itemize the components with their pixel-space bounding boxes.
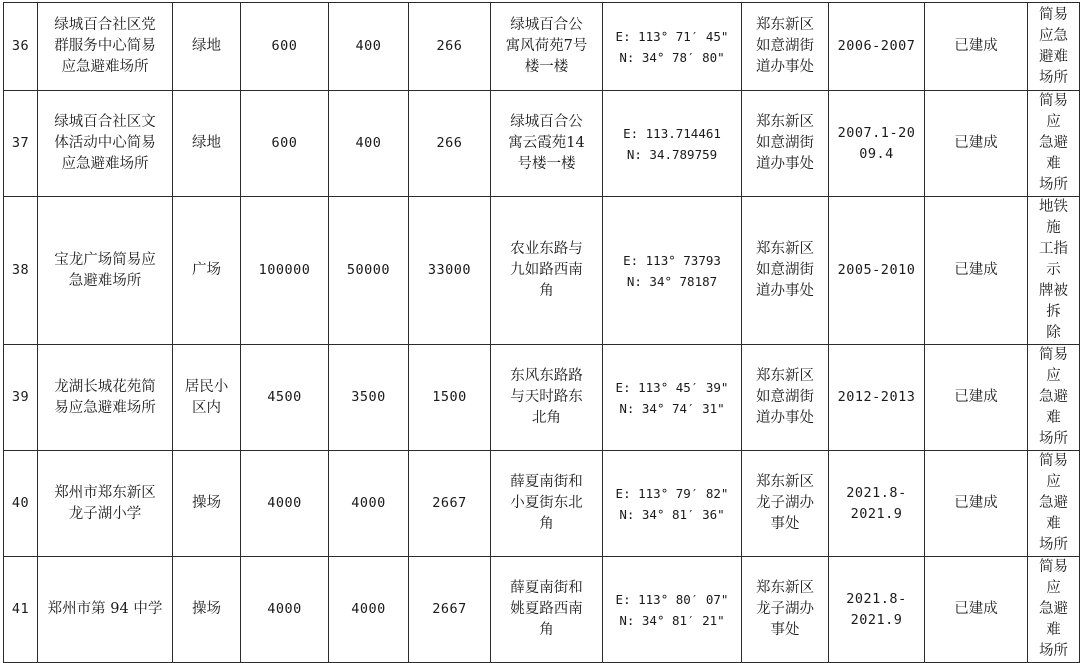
cell-address-text: 薛夏南街和 姚夏路西南 角 (510, 580, 583, 638)
cell-status (925, 557, 1028, 663)
cell-effective-area-text: 400 (355, 38, 382, 54)
cell-shelter-name-text: 绿城百合社区文 体活动中心简易 应急避难场所 (54, 114, 156, 172)
cell-shelter-name (38, 451, 173, 557)
cell-status-text: 已建成 (954, 495, 998, 511)
cell-capacity-text: 33000 (427, 262, 472, 278)
cell-office (742, 345, 829, 451)
cell-office-text: 郑东新区 龙子湖办 事处 (756, 580, 814, 638)
cell-shelter-name (38, 557, 173, 663)
cell-shelter-name-text: 郑州市郑东新区 龙子湖小学 (54, 484, 156, 522)
cell-total-area (241, 557, 329, 663)
cell-coordinates-text: E: 113° 79′ 82" N: 34° 81′ 36" (615, 485, 729, 522)
cell-site-type-text: 绿地 (192, 135, 221, 151)
cell-remark (1028, 557, 1080, 663)
cell-capacity-text: 2667 (432, 601, 467, 617)
cell-status (925, 91, 1028, 197)
cell-site-type (173, 3, 241, 91)
cell-build-period (829, 91, 925, 197)
cell-total-area (241, 197, 329, 345)
cell-build-period (829, 345, 925, 451)
table-row (4, 451, 1080, 557)
cell-remark-text: 地铁施 工指示 牌被拆 除 (1039, 199, 1068, 341)
cell-total-area (241, 451, 329, 557)
cell-effective-area-text: 4000 (351, 495, 386, 511)
cell-remark-text: 简易 应急 避难 场所 (1039, 6, 1068, 86)
cell-address-text: 薛夏南街和 小夏街东北 角 (510, 474, 583, 532)
cell-shelter-name-text: 绿城百合社区党 群服务中心简易 应急避难场所 (54, 17, 156, 75)
cell-effective-area-text: 50000 (346, 262, 391, 278)
cell-address-text: 东风东路路 与天时路东 北角 (510, 368, 583, 426)
cell-coordinates (603, 557, 742, 663)
cell-row-number-text: 39 (11, 389, 30, 405)
cell-status (925, 451, 1028, 557)
cell-capacity-text: 1500 (432, 389, 467, 405)
cell-status-text: 已建成 (954, 601, 998, 617)
cell-site-type-text: 绿地 (192, 38, 221, 54)
cell-site-type (173, 197, 241, 345)
cell-row-number-text: 38 (11, 262, 30, 278)
cell-address (491, 197, 603, 345)
cell-office-text: 郑东新区 龙子湖办 事处 (756, 474, 814, 532)
cell-coordinates-text: E: 113° 71′ 45" N: 34° 78′ 80" (615, 28, 729, 65)
cell-address (491, 345, 603, 451)
cell-status (925, 3, 1028, 91)
cell-coordinates-text: E: 113.714461 N: 34.789759 (623, 125, 721, 162)
cell-build-period-text: 2021.8- 2021.9 (846, 484, 907, 522)
cell-effective-area-text: 400 (355, 135, 382, 151)
cell-total-area-text: 600 (271, 38, 298, 54)
cell-row-number (4, 3, 38, 91)
cell-address-text: 农业东路与 九如路西南 角 (510, 241, 583, 299)
cell-office-text: 郑东新区 如意湖街 道办事处 (756, 114, 814, 172)
cell-coordinates-text: E: 113° 73793 N: 34° 78187 (623, 252, 721, 289)
table-row (4, 557, 1080, 663)
cell-row-number-text: 37 (11, 135, 30, 151)
cell-row-number-text: 36 (11, 38, 30, 54)
cell-address (491, 451, 603, 557)
cell-capacity (409, 3, 491, 91)
cell-build-period-text: 2005-2010 (837, 262, 916, 278)
shelter-table (3, 2, 1080, 663)
cell-status-text: 已建成 (954, 135, 998, 151)
cell-office-text: 郑东新区 如意湖街 道办事处 (756, 368, 814, 426)
cell-site-type (173, 345, 241, 451)
cell-address (491, 3, 603, 91)
cell-site-type-text: 广场 (192, 262, 221, 278)
cell-row-number (4, 91, 38, 197)
cell-effective-area (329, 3, 409, 91)
cell-office (742, 451, 829, 557)
cell-total-area (241, 345, 329, 451)
cell-row-number-text: 41 (11, 601, 30, 617)
cell-build-period (829, 557, 925, 663)
cell-office (742, 197, 829, 345)
cell-office (742, 557, 829, 663)
cell-effective-area (329, 197, 409, 345)
cell-status (925, 345, 1028, 451)
cell-office-text: 郑东新区 如意湖街 道办事处 (756, 241, 814, 299)
cell-remark-text: 简易应 急避难 场所 (1039, 453, 1068, 553)
cell-total-area-text: 4000 (267, 495, 302, 511)
cell-status (925, 197, 1028, 345)
cell-remark (1028, 197, 1080, 345)
cell-row-number (4, 197, 38, 345)
cell-remark-text: 简易应 急避难 场所 (1039, 559, 1068, 659)
cell-address (491, 557, 603, 663)
cell-row-number (4, 345, 38, 451)
cell-remark (1028, 3, 1080, 91)
cell-coordinates (603, 3, 742, 91)
cell-build-period (829, 197, 925, 345)
cell-total-area (241, 3, 329, 91)
cell-build-period-text: 2006-2007 (837, 38, 916, 54)
cell-address-text: 绿城百合公 寓风荷苑7号 楼一楼 (505, 17, 588, 75)
cell-address (491, 91, 603, 197)
cell-shelter-name (38, 3, 173, 91)
cell-build-period-text: 2021.8- 2021.9 (846, 590, 907, 628)
cell-remark (1028, 345, 1080, 451)
cell-site-type (173, 557, 241, 663)
table-body (4, 3, 1080, 663)
cell-shelter-name (38, 345, 173, 451)
cell-effective-area (329, 345, 409, 451)
cell-remark (1028, 91, 1080, 197)
cell-capacity-text: 266 (436, 135, 463, 151)
cell-shelter-name (38, 91, 173, 197)
table-row (4, 3, 1080, 91)
cell-site-type (173, 451, 241, 557)
cell-site-type (173, 91, 241, 197)
cell-row-number (4, 557, 38, 663)
cell-row-number-text: 40 (11, 495, 30, 511)
cell-capacity (409, 197, 491, 345)
cell-build-period (829, 3, 925, 91)
cell-status-text: 已建成 (954, 38, 998, 54)
cell-shelter-name-text: 龙湖长城花苑简 易应急避难场所 (54, 378, 156, 416)
cell-coordinates (603, 91, 742, 197)
table-row (4, 197, 1080, 345)
cell-office (742, 91, 829, 197)
cell-effective-area (329, 451, 409, 557)
cell-capacity-text: 2667 (432, 495, 467, 511)
cell-shelter-name-text: 郑州市第 94 中学 (47, 601, 163, 617)
cell-site-type-text: 操场 (192, 601, 221, 617)
cell-effective-area (329, 557, 409, 663)
cell-build-period-text: 2012-2013 (837, 389, 916, 405)
cell-build-period (829, 451, 925, 557)
cell-total-area-text: 100000 (258, 262, 311, 278)
table-row (4, 91, 1080, 197)
cell-build-period-text: 2007.1-20 09.4 (837, 124, 916, 162)
cell-coordinates-text: E: 113° 80′ 07" N: 34° 81′ 21" (615, 591, 729, 628)
cell-total-area-text: 4500 (267, 389, 302, 405)
cell-address-text: 绿城百合公 寓云霞苑14 号楼一楼 (508, 114, 585, 172)
cell-site-type-text: 操场 (192, 495, 221, 511)
cell-total-area-text: 4000 (267, 601, 302, 617)
cell-coordinates (603, 451, 742, 557)
cell-row-number (4, 451, 38, 557)
cell-site-type-text: 居民小 区内 (184, 378, 229, 416)
table-row (4, 345, 1080, 451)
cell-capacity-text: 266 (436, 38, 463, 54)
cell-coordinates (603, 197, 742, 345)
cell-shelter-name-text: 宝龙广场简易应 急避难场所 (54, 251, 156, 289)
cell-capacity (409, 345, 491, 451)
cell-total-area (241, 91, 329, 197)
cell-coordinates-text: E: 113° 45′ 39" N: 34° 74′ 31" (615, 379, 729, 416)
cell-coordinates (603, 345, 742, 451)
cell-office (742, 3, 829, 91)
cell-effective-area-text: 4000 (351, 601, 386, 617)
cell-status-text: 已建成 (954, 262, 998, 278)
cell-shelter-name (38, 197, 173, 345)
cell-capacity (409, 451, 491, 557)
cell-capacity (409, 91, 491, 197)
cell-remark-text: 简易应 急避难 场所 (1039, 347, 1068, 447)
cell-remark-text: 简易应 急避难 场所 (1039, 93, 1068, 193)
cell-effective-area-text: 3500 (351, 389, 386, 405)
cell-status-text: 已建成 (954, 389, 998, 405)
cell-remark (1028, 451, 1080, 557)
cell-office-text: 郑东新区 如意湖街 道办事处 (756, 17, 814, 75)
cell-effective-area (329, 91, 409, 197)
cell-capacity (409, 557, 491, 663)
cell-total-area-text: 600 (271, 135, 298, 151)
